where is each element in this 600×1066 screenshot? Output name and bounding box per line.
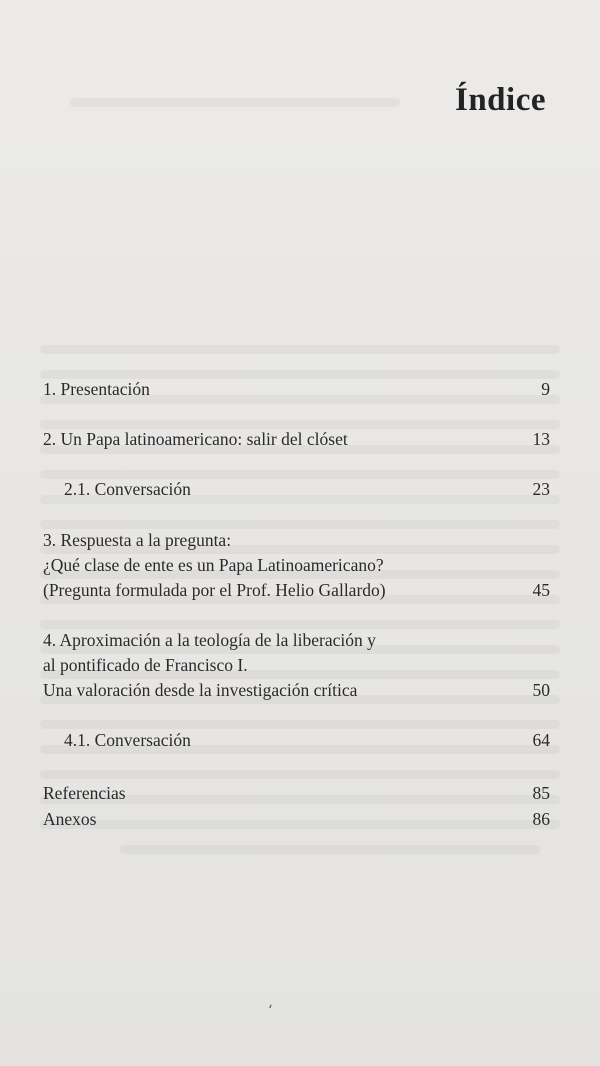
toc-entry-line: ¿Qué clase de ente es un Papa Latinoamericano? [43, 555, 384, 575]
toc-entry-text [43, 528, 506, 603]
toc-entry-line: 2. Un Papa latinoamericano: salir del clóset [43, 429, 348, 449]
toc-entry-line: 4.1. Conversación [64, 730, 191, 750]
toc-entry-text [64, 728, 506, 753]
table-of-contents [43, 377, 550, 832]
toc-entry-line: (Pregunta formulada por el Prof. Helio Gallardo) [43, 580, 386, 600]
toc-entry-line: Anexos [43, 809, 97, 829]
toc-page-number: 45 [532, 580, 550, 600]
toc-page-number: 9 [541, 379, 550, 399]
toc-subentry [43, 477, 550, 502]
show-through-line [40, 345, 560, 354]
toc-entry-line: Una valoración desde la investigación crítica [43, 680, 358, 700]
toc-entry-text [43, 781, 506, 806]
toc-entry [43, 427, 550, 452]
footer-mark: ‘ [268, 1003, 273, 1019]
toc-entry-line: 2.1. Conversación [64, 479, 191, 499]
toc-entry-line: al pontificado de Francisco I. [43, 655, 248, 675]
show-through-line [70, 98, 400, 107]
toc-entry-text [43, 807, 506, 832]
toc-page-number: 50 [532, 680, 550, 700]
toc-page-number: 13 [532, 429, 550, 449]
toc-page-number: 85 [532, 783, 550, 803]
toc-entry-line: 3. Respuesta a la pregunta: [43, 530, 232, 550]
toc-entry-text [43, 377, 506, 402]
toc-subentry [43, 728, 550, 753]
toc-entry-text [64, 477, 506, 502]
toc-entry-text [43, 427, 506, 452]
toc-entry-line: 4. Aproximación a la teología de la liberación y [43, 630, 376, 650]
toc-entry-line: 1. Presentación [43, 379, 150, 399]
toc-page-number: 64 [532, 730, 550, 750]
toc-entry [43, 628, 550, 703]
show-through-line [120, 845, 540, 854]
page-title: Índice [454, 82, 546, 118]
toc-entry [43, 781, 550, 806]
toc-page-number: 23 [532, 479, 550, 499]
toc-entry-text [43, 628, 506, 703]
toc-entry [43, 377, 550, 402]
toc-page-number: 86 [532, 809, 550, 829]
toc-entry [43, 807, 550, 832]
toc-entry [43, 528, 550, 603]
toc-entry-line: Referencias [43, 783, 126, 803]
